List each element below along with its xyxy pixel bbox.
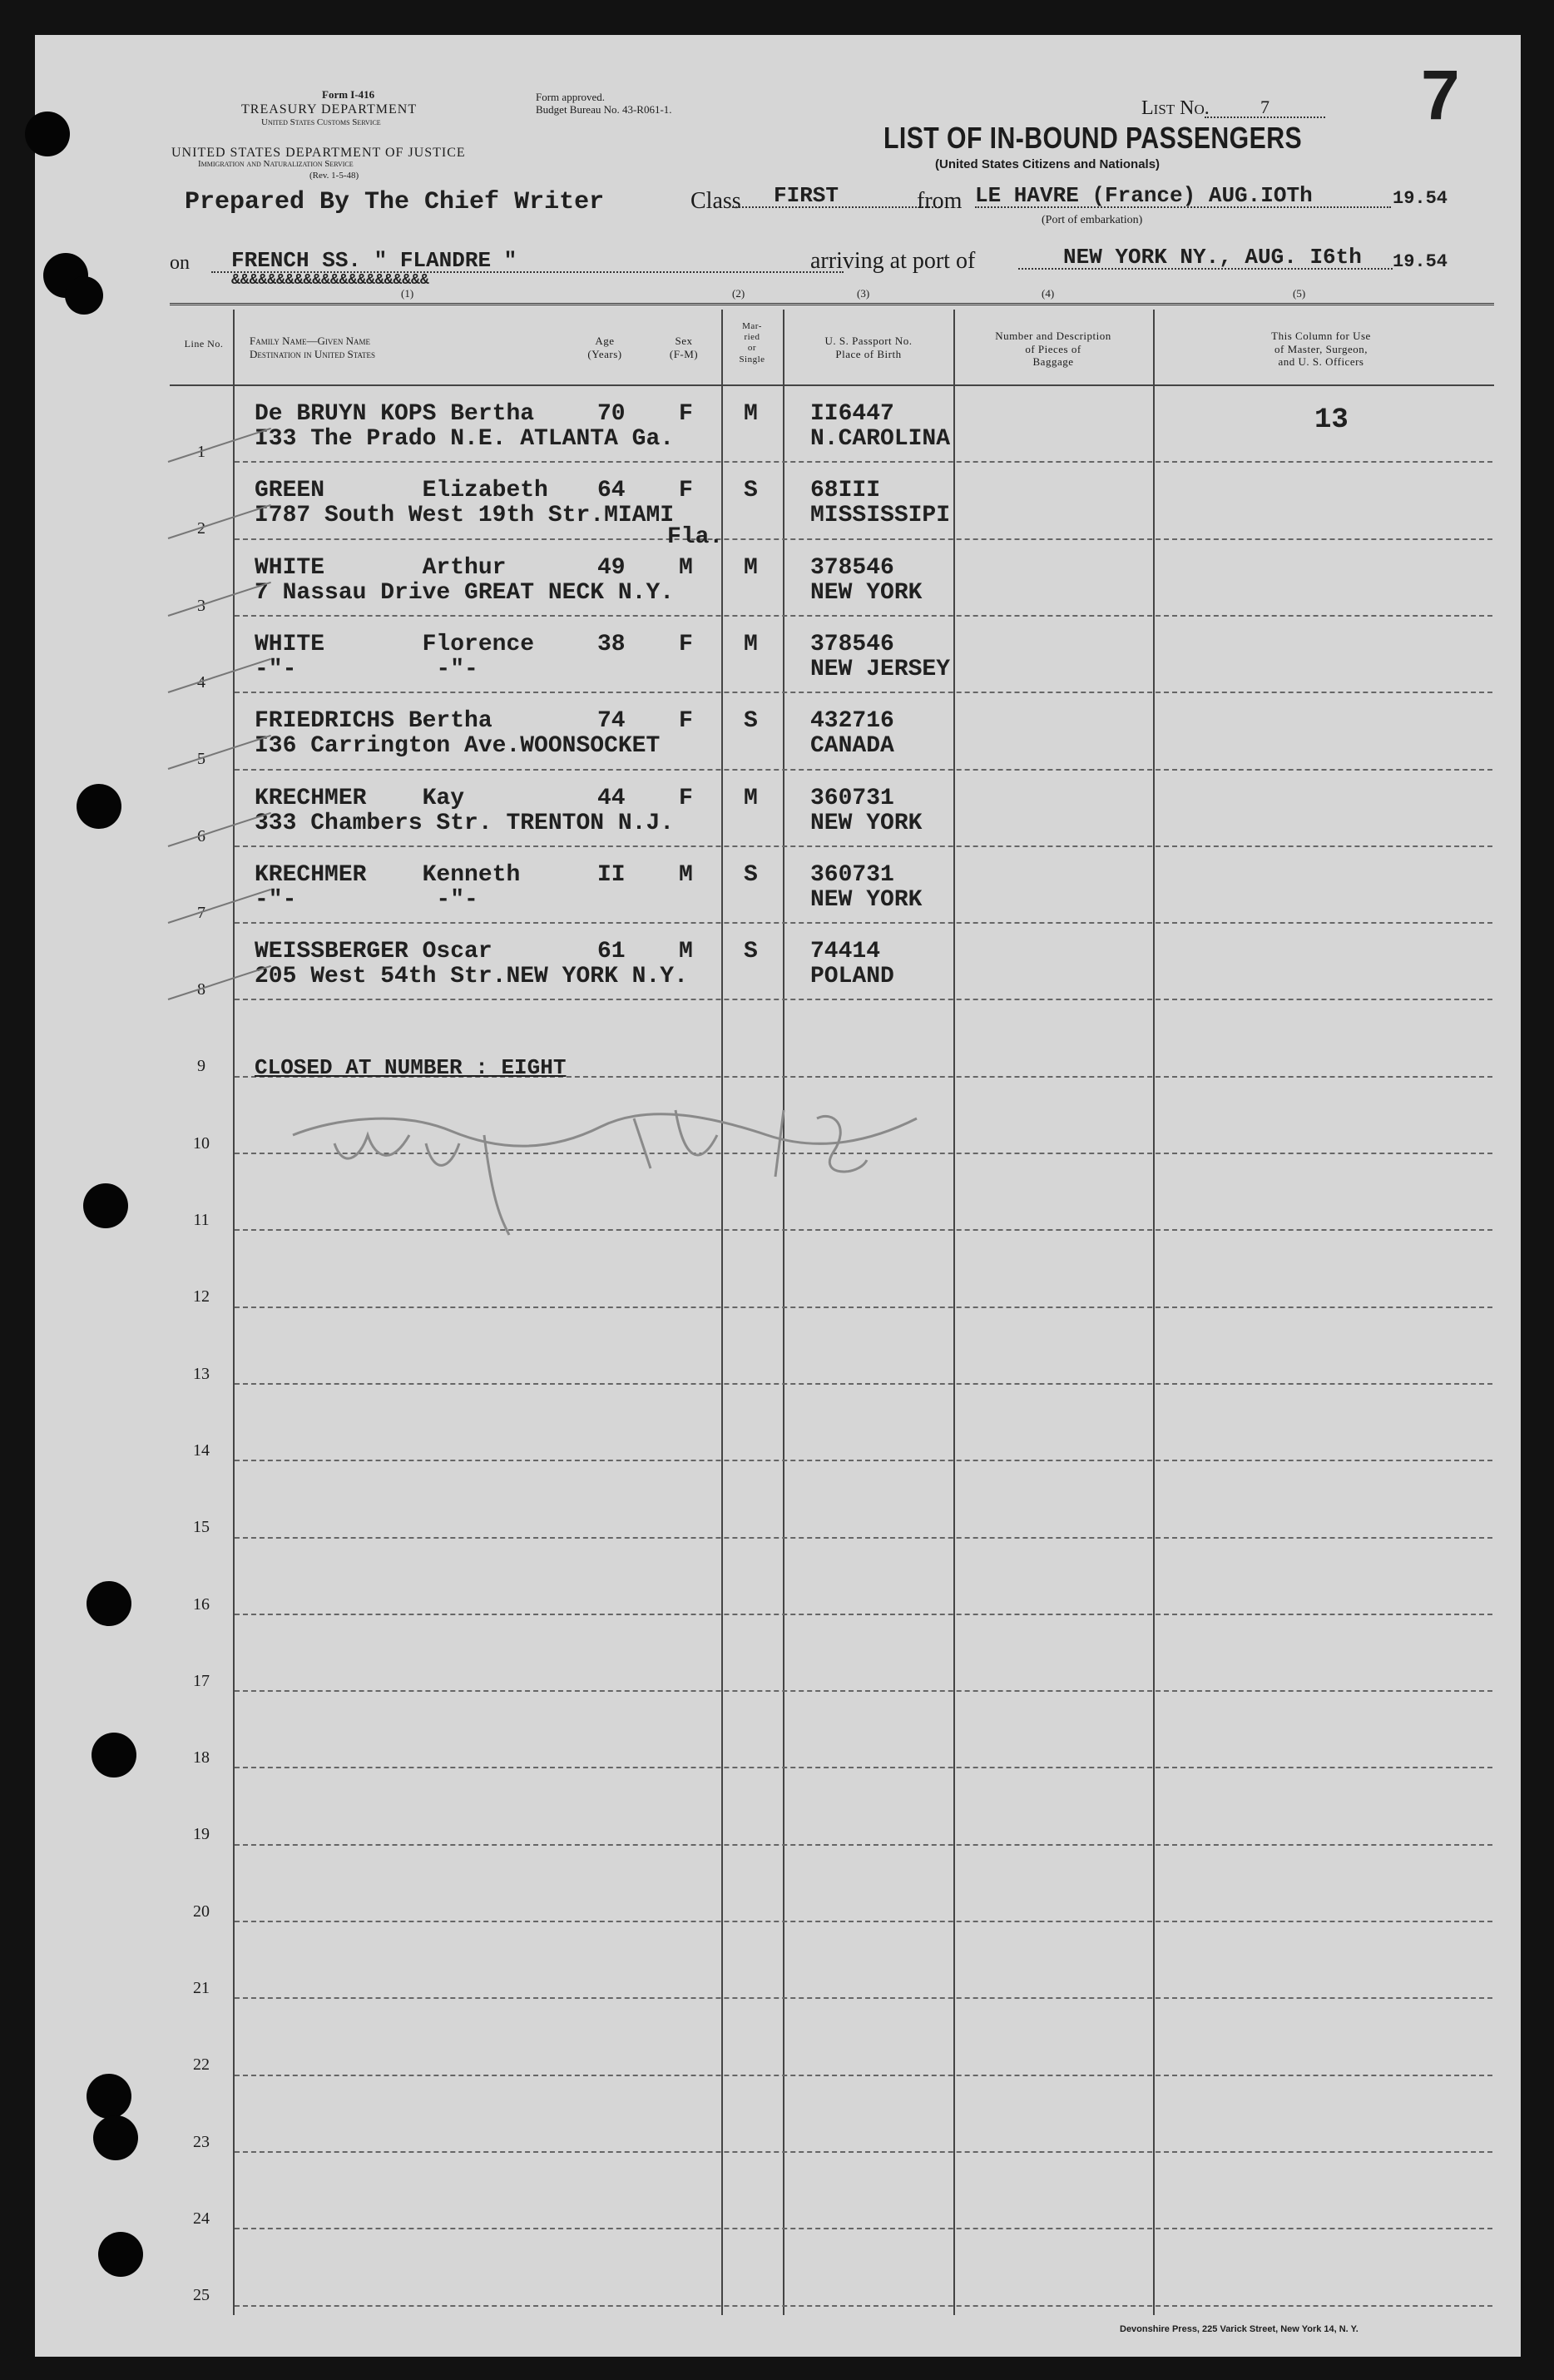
row-rule	[235, 2151, 1492, 2153]
passenger-destination: 333 Chambers Str. TRENTON N.J.	[255, 810, 675, 836]
line-number: 24	[193, 2209, 210, 2228]
punch-hole	[92, 1733, 136, 1778]
passenger-age: II	[597, 861, 626, 888]
col-header-sex: Sex (F-M)	[669, 335, 699, 360]
passenger-sex: F	[679, 785, 693, 811]
arriving-value: NEW YORK NY., AUG. I6th	[1018, 246, 1393, 270]
line-number: 22	[193, 2055, 210, 2075]
line-number: 17	[193, 1671, 210, 1690]
punch-hole	[93, 2115, 138, 2160]
passenger-destination: 7 Nassau Drive GREAT NECK N.Y.	[255, 579, 675, 606]
passenger-name: FRIEDRICHS Bertha	[255, 708, 492, 735]
row-rule	[235, 2075, 1492, 2076]
line-number: 25	[193, 2286, 210, 2305]
col-num-4: (4)	[1042, 287, 1055, 300]
treasury-dept: TREASURY DEPARTMENT	[241, 102, 418, 117]
col-num-5: (5)	[1293, 287, 1306, 300]
line-number: 2	[197, 519, 205, 538]
passport-number: 68III	[810, 478, 881, 504]
col-header-married: Mar- ried or Single	[739, 321, 765, 364]
passport-number: 74414	[810, 939, 881, 965]
line-number: 23	[193, 2132, 210, 2151]
port-caption: (Port of embarkation)	[1042, 214, 1143, 226]
row-rule	[235, 461, 1492, 463]
row-rule	[235, 692, 1492, 693]
row-rule	[235, 615, 1492, 617]
line-number: 3	[197, 596, 205, 615]
passenger-sex: M	[679, 861, 693, 888]
justice-dept: UNITED STATES DEPARTMENT OF JUSTICE	[171, 146, 466, 160]
list-no-value: 7	[1205, 98, 1325, 118]
punch-hole	[77, 784, 121, 829]
row-rule	[235, 1383, 1492, 1385]
place-of-birth: NEW YORK	[810, 886, 923, 913]
passenger-marital: S	[744, 861, 758, 888]
line-number: 10	[193, 1133, 210, 1153]
arriving-year: 19.54	[1393, 251, 1448, 272]
row-rule	[235, 999, 1492, 1000]
manifest-page	[35, 35, 1521, 2357]
printer-imprint: Devonshire Press, 225 Varick Street, New York 14, N. Y.	[1120, 2324, 1359, 2334]
passenger-marital: M	[744, 785, 758, 811]
passenger-marital: S	[744, 708, 758, 735]
revision: (Rev. 1-5-48)	[309, 171, 359, 181]
passenger-destination: -"- -"-	[255, 656, 478, 682]
passenger-name: De BRUYN KOPS Bertha	[255, 401, 535, 427]
arriving-label: arriving at port of	[810, 248, 976, 274]
line-number: 1	[197, 443, 205, 461]
line-number: 11	[193, 1211, 210, 1229]
line-number: 4	[197, 672, 205, 692]
place-of-birth: NEW YORK	[810, 810, 923, 836]
place-of-birth: MISSISSIPI	[810, 503, 951, 529]
signature-text	[334, 1117, 665, 1150]
page-subtitle: (United States Citizens and Nationals)	[935, 157, 1161, 171]
passenger-destination-cont: Fla.	[667, 524, 724, 551]
line-number: 13	[193, 1364, 210, 1383]
col-header-name: Family Name—Given Name Destination in United States	[250, 335, 376, 360]
line-number: 8	[197, 980, 205, 999]
passport-number: 432716	[810, 708, 894, 735]
place-of-birth: NEW YORK	[810, 579, 923, 606]
row-rule	[235, 1921, 1492, 1922]
passenger-marital: S	[744, 478, 758, 504]
row-rule	[235, 1614, 1492, 1615]
row-rule	[235, 1690, 1492, 1692]
passenger-destination: -"- -"-	[255, 886, 478, 913]
customs-service: United States Customs Service	[261, 117, 381, 127]
punch-hole	[87, 2074, 131, 2119]
row-rule	[235, 2305, 1492, 2307]
line-number: 7	[197, 903, 205, 922]
line-number: 19	[193, 1825, 210, 1844]
passenger-name: KRECHMER Kay	[255, 785, 465, 811]
col-num-2: (2)	[732, 287, 745, 300]
immigration-service: Immigration and Naturalization Service	[198, 159, 354, 169]
passenger-name: KRECHMER Kenneth	[255, 861, 521, 888]
passenger-age: 44	[597, 785, 626, 811]
row-rule	[235, 538, 1492, 540]
passenger-destination: I36 Carrington Ave.WOONSOCKET	[255, 733, 661, 760]
passport-number: II6447	[810, 401, 894, 427]
col-header-age: Age (Years)	[587, 335, 622, 360]
passenger-name: GREEN Elizabeth	[255, 478, 548, 504]
row-rule	[235, 845, 1492, 847]
table-top-rule	[170, 303, 1494, 305]
line-number: 6	[197, 826, 205, 845]
line-number: 21	[193, 1979, 210, 1997]
list-no-label: List No.	[1141, 97, 1210, 119]
punch-hole	[83, 1183, 128, 1228]
passenger-marital: S	[744, 939, 758, 965]
col-num-3: (3)	[857, 287, 870, 300]
form-approved: Form approved.	[536, 91, 606, 103]
line-number: 15	[193, 1518, 210, 1537]
passenger-sex: F	[679, 631, 693, 657]
passport-number: 378546	[810, 631, 894, 657]
passenger-sex: M	[679, 939, 693, 965]
row-rule	[235, 1307, 1492, 1308]
passenger-age: 70	[597, 401, 626, 427]
prepared-by: Prepared By The Chief Writer	[185, 188, 605, 216]
passenger-marital: M	[744, 554, 758, 581]
passenger-sex: F	[679, 401, 693, 427]
passport-number: 378546	[810, 554, 894, 581]
passenger-destination: 205 West 54th Str.NEW YORK N.Y.	[255, 964, 688, 990]
row-rule	[235, 1460, 1492, 1461]
line-number: 20	[193, 1902, 210, 1921]
corner-page-number: 7	[1421, 56, 1460, 134]
passenger-age: 74	[597, 708, 626, 735]
passenger-age: 64	[597, 478, 626, 504]
passport-number: 360731	[810, 861, 894, 888]
passenger-name: WHITE Arthur	[255, 554, 507, 581]
punch-hole	[65, 276, 103, 315]
place-of-birth: N.CAROLINA	[810, 426, 951, 452]
from-label: from	[917, 188, 963, 214]
form-number: Form I-416	[322, 88, 375, 101]
place-of-birth: CANADA	[810, 733, 894, 760]
row-rule	[235, 1537, 1492, 1539]
passenger-name: WHITE Florence	[255, 631, 535, 657]
class-value: FIRST	[732, 185, 940, 208]
row-rule	[235, 769, 1492, 771]
row-rule	[235, 1767, 1492, 1768]
passenger-sex: M	[679, 554, 693, 581]
passenger-age: 49	[597, 554, 626, 581]
place-of-birth: POLAND	[810, 964, 894, 990]
line-number: 9	[197, 1057, 205, 1076]
passenger-age: 61	[597, 939, 626, 965]
col-divider	[1153, 310, 1155, 2315]
punch-hole	[98, 2232, 143, 2277]
row-rule	[235, 2228, 1492, 2229]
row-rule	[235, 922, 1492, 924]
row-rule	[235, 1997, 1492, 1999]
from-year: 19.54	[1393, 188, 1448, 209]
line-number: 12	[193, 1287, 210, 1307]
col-header-line-no: Line No.	[184, 338, 224, 350]
punch-hole	[87, 1581, 131, 1626]
passenger-marital: M	[744, 401, 758, 427]
closed-note: CLOSED AT NUMBER : EIGHT	[255, 1055, 567, 1080]
line-number: 18	[193, 1748, 210, 1768]
line-number: 14	[193, 1440, 210, 1460]
col-divider	[783, 310, 784, 2315]
passenger-sex: F	[679, 478, 693, 504]
place-of-birth: NEW JERSEY	[810, 656, 951, 682]
passenger-destination: I787 South West 19th Str.MIAMI	[255, 503, 675, 529]
col-header-baggage: Number and Description of Pieces of Baggage	[995, 330, 1111, 369]
col-header-officers: This Column for Use of Master, Surgeon, and U. S. Officers	[1271, 330, 1371, 369]
on-label: on	[170, 252, 190, 274]
officer-note: 13	[1314, 404, 1349, 436]
line-number: 5	[197, 750, 205, 769]
budget-bureau: Budget Bureau No. 43-R061-1.	[536, 103, 672, 116]
passenger-marital: M	[744, 631, 758, 657]
col-divider	[233, 310, 235, 2315]
row-rule	[235, 1844, 1492, 1846]
col-header-passport: U. S. Passport No. Place of Birth	[824, 335, 913, 360]
passenger-sex: F	[679, 708, 693, 735]
punch-hole	[25, 112, 70, 156]
ship-value: FRENCH SS. " FLANDRE "	[211, 250, 844, 273]
ship-overstrike: &&&&&&&&&&&&&&&&&&&&&&	[231, 272, 429, 289]
page-title: LIST OF IN-BOUND PASSENGERS	[883, 121, 1303, 155]
passenger-name: WEISSBERGER Oscar	[255, 939, 492, 965]
col-divider	[721, 310, 723, 2315]
officer-signature	[285, 1085, 1033, 1252]
col-divider	[953, 310, 955, 2315]
header-bottom-rule	[170, 384, 1494, 386]
passport-number: 360731	[810, 785, 894, 811]
from-value: LE HAVRE (France) AUG.IOTh	[975, 185, 1391, 208]
col-num-1: (1)	[401, 287, 414, 300]
line-number: 16	[193, 1594, 210, 1614]
passenger-destination: I33 The Prado N.E. ATLANTA Ga.	[255, 426, 675, 452]
passenger-age: 38	[597, 631, 626, 657]
class-label: Class	[690, 188, 741, 214]
